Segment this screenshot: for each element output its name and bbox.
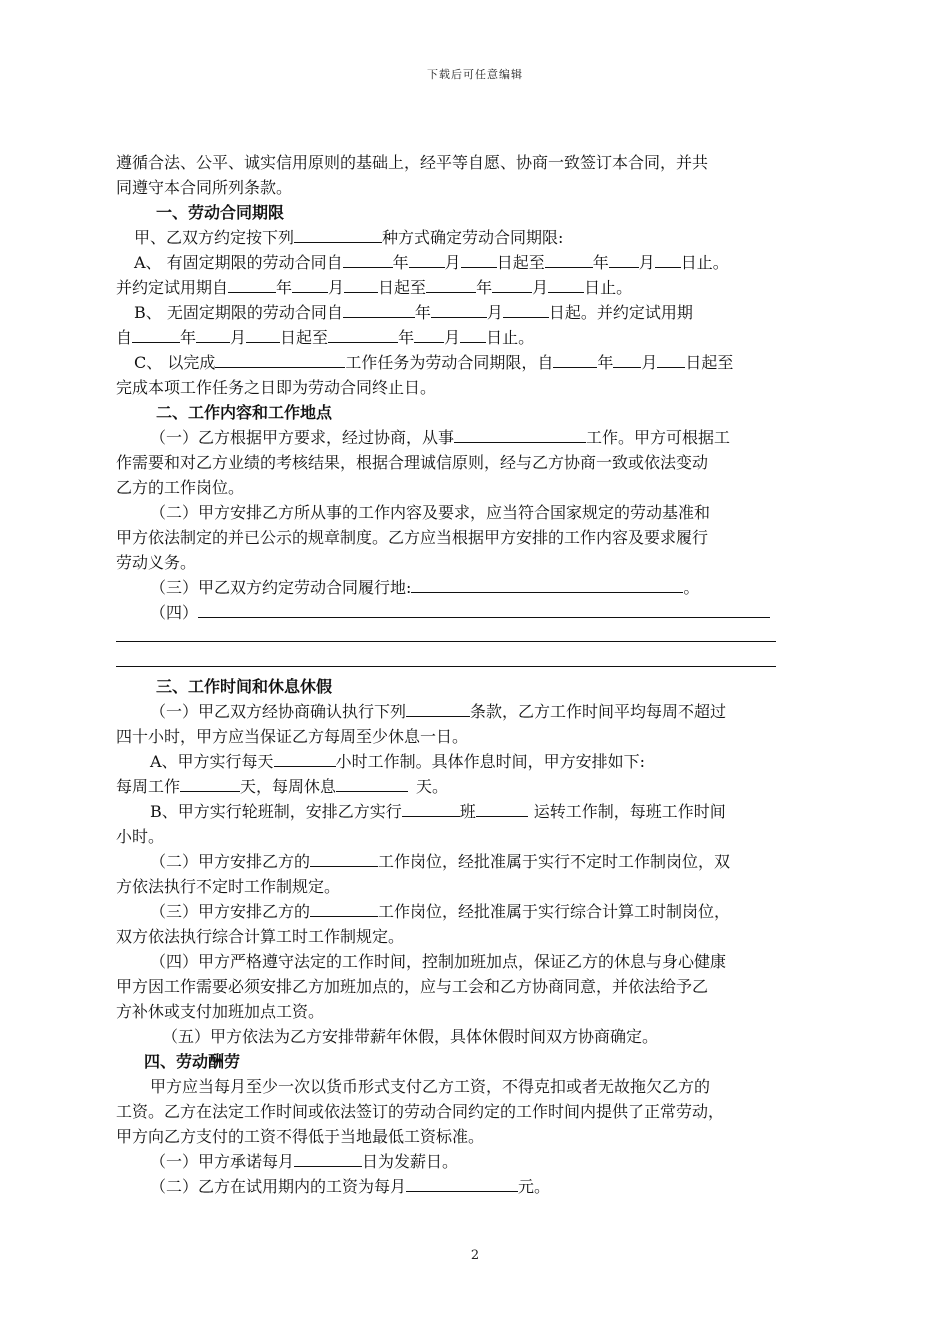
s3-option-b-line-1: B、甲方实行轮班制，安排乙方实行 班 运转工作制，每班工作时间 xyxy=(150,799,726,824)
blank-month[interactable] xyxy=(613,350,641,368)
s1-option-c-line-1: C、 以完成 工作任务为劳动合同期限，自 年 月 日起至 xyxy=(134,350,733,375)
blank-year[interactable] xyxy=(343,250,393,268)
s3-option-a-line-2: 每周工作 天，每周休息 天。 xyxy=(116,774,448,799)
blank-line-other-terms-2[interactable] xyxy=(116,641,776,642)
blank-year[interactable] xyxy=(328,325,398,343)
blank-work-place[interactable] xyxy=(411,575,683,593)
s3-p4-line-3: 方补休或支付加班加点工资。 xyxy=(116,1002,325,1021)
blank-task[interactable] xyxy=(215,350,345,368)
s2-p2-line-1: （二）甲方安排乙方所从事的工作内容及要求，应当符合国家规定的劳动基准和 xyxy=(150,503,711,522)
blank-year[interactable] xyxy=(553,350,597,368)
s1-option-b-line-2: 自 年 月 日起至 年 月 日止。 xyxy=(116,325,534,350)
section-1-title: 一、劳动合同期限 xyxy=(156,203,285,222)
blank-month[interactable] xyxy=(492,275,532,293)
page-number: 2 xyxy=(470,1248,480,1263)
blank-month[interactable] xyxy=(409,250,445,268)
s4-p0-line-1: 甲方应当每月至少一次以货币形式支付乙方工资，不得克扣或者无故拖欠乙方的 xyxy=(150,1077,711,1096)
blank-day[interactable] xyxy=(503,300,549,318)
blank-rest-days[interactable] xyxy=(336,774,408,792)
s2-p1-line-3: 乙方的工作岗位。 xyxy=(116,478,245,497)
s2-p1-line-2: 作需要和对乙方业绩的考核结果，根据合理诚信原则，经与乙方协商一致或依法变动 xyxy=(116,453,709,472)
blank-clause[interactable] xyxy=(406,699,470,717)
s3-p3-line-2: 双方依法执行综合计算工时工作制规定。 xyxy=(116,927,405,946)
blank-hours[interactable] xyxy=(274,749,336,767)
blank-work-days[interactable] xyxy=(180,774,240,792)
blank-year[interactable] xyxy=(228,275,276,293)
s1-paragraph-0: 甲、乙双方约定按下列 种方式确定劳动合同期限: xyxy=(134,225,563,250)
s3-p4-line-2: 甲方因工作需要必须安排乙方加班加点的，应与工会和乙方协商同意，并依法给予乙 xyxy=(116,977,709,996)
blank-year[interactable] xyxy=(343,300,415,318)
s3-p3-line-1: （三）甲方安排乙方的 工作岗位，经批准属于实行综合计算工时制岗位， xyxy=(150,899,730,924)
blank-day[interactable] xyxy=(460,325,486,343)
intro-line-2: 同遵守本合同所列条款。 xyxy=(116,178,293,197)
blank-day[interactable] xyxy=(344,275,378,293)
s1-option-c-line-2: 完成本项工作任务之日即为劳动合同终止日。 xyxy=(116,378,437,397)
blank-position[interactable] xyxy=(310,899,378,917)
s3-option-a-line-1: A、甲方实行每天 小时工作制。具体作息时间，甲方安排如下: xyxy=(150,749,645,774)
blank-month[interactable] xyxy=(196,325,230,343)
blank-rotation[interactable] xyxy=(476,799,528,817)
s2-p4: （四） xyxy=(150,600,770,625)
blank-day[interactable] xyxy=(246,325,280,343)
s4-p2: （二）乙方在试用期内的工资为每月 元。 xyxy=(150,1174,550,1199)
blank-month[interactable] xyxy=(609,250,639,268)
s3-option-b-line-2: 小时。 xyxy=(116,827,165,846)
page-header-note: 下载后可任意编辑 xyxy=(427,68,523,81)
s3-p2-line-1: （二）甲方安排乙方的 工作岗位，经批准属于实行不定时工作制岗位，双 xyxy=(150,849,730,874)
section-2-title: 二、工作内容和工作地点 xyxy=(156,403,333,422)
blank-method-count[interactable] xyxy=(294,225,382,243)
s4-p0-line-2: 工资。乙方在法定工作时间或依法签订的劳动合同约定的工作时间内提供了正常劳动， xyxy=(116,1102,725,1121)
blank-year[interactable] xyxy=(132,325,180,343)
s1-option-a-line-1: A、 有固定期限的劳动合同自 年 月 日起至 年 月 日止。 xyxy=(134,250,729,275)
blank-position[interactable] xyxy=(310,849,378,867)
s2-p2-line-2: 甲方依法制定的并已公示的规章制度。乙方应当根据甲方安排的工作内容及要求履行 xyxy=(116,528,709,547)
blank-month[interactable] xyxy=(431,300,487,318)
intro-line-1: 遵循合法、公平、诚实信用原则的基础上，经平等自愿、协商一致签订本合同，并共 xyxy=(116,153,709,172)
s3-p4-line-1: （四）甲方严格遵守法定的工作时间，控制加班加点，保证乙方的休息与身心健康 xyxy=(150,952,727,971)
blank-year[interactable] xyxy=(426,275,476,293)
blank-month[interactable] xyxy=(292,275,328,293)
blank-job[interactable] xyxy=(454,425,586,443)
s2-p2-line-3: 劳动义务。 xyxy=(116,553,197,572)
blank-day[interactable] xyxy=(655,250,681,268)
blank-shifts[interactable] xyxy=(402,799,460,817)
s2-p1-line-1: （一）乙方根据甲方要求，经过协商，从事 工作。甲方可根据工 xyxy=(150,425,730,450)
s4-p0-line-3: 甲方向乙方支付的工资不得低于当地最低工资标准。 xyxy=(116,1127,485,1146)
blank-day[interactable] xyxy=(461,250,497,268)
s3-p1-line-1: （一）甲乙双方经协商确认执行下列 条款，乙方工作时间平均每周不超过 xyxy=(150,699,726,724)
section-4-title: 四、劳动酬劳 xyxy=(144,1052,241,1071)
blank-line-other-terms-3[interactable] xyxy=(116,666,776,667)
s2-p3: （三）甲乙双方约定劳动合同履行地: 。 xyxy=(150,575,699,600)
blank-other-terms[interactable] xyxy=(198,600,770,618)
s3-p5: （五）甲方依法为乙方安排带薪年休假，具体休假时间双方协商确定。 xyxy=(162,1027,659,1046)
section-3-title: 三、工作时间和休息休假 xyxy=(156,677,333,696)
blank-payday[interactable] xyxy=(294,1149,362,1167)
s3-p2-line-2: 方依法执行不定时工作制规定。 xyxy=(116,877,341,896)
blank-month[interactable] xyxy=(414,325,444,343)
blank-probation-salary[interactable] xyxy=(406,1174,518,1192)
s4-p1: （一）甲方承诺每月 日为发薪日。 xyxy=(150,1149,458,1174)
blank-year[interactable] xyxy=(545,250,593,268)
blank-day[interactable] xyxy=(548,275,584,293)
s1-option-b-line-1: B、 无固定期限的劳动合同自 年 月 日起。并约定试用期 xyxy=(134,300,693,325)
s1-option-a-line-2: 并约定试用期自 年 月 日起至 年 月 日止。 xyxy=(116,275,632,300)
blank-day[interactable] xyxy=(657,350,685,368)
s3-p1-line-2: 四十小时，甲方应当保证乙方每周至少休息一日。 xyxy=(116,727,469,746)
